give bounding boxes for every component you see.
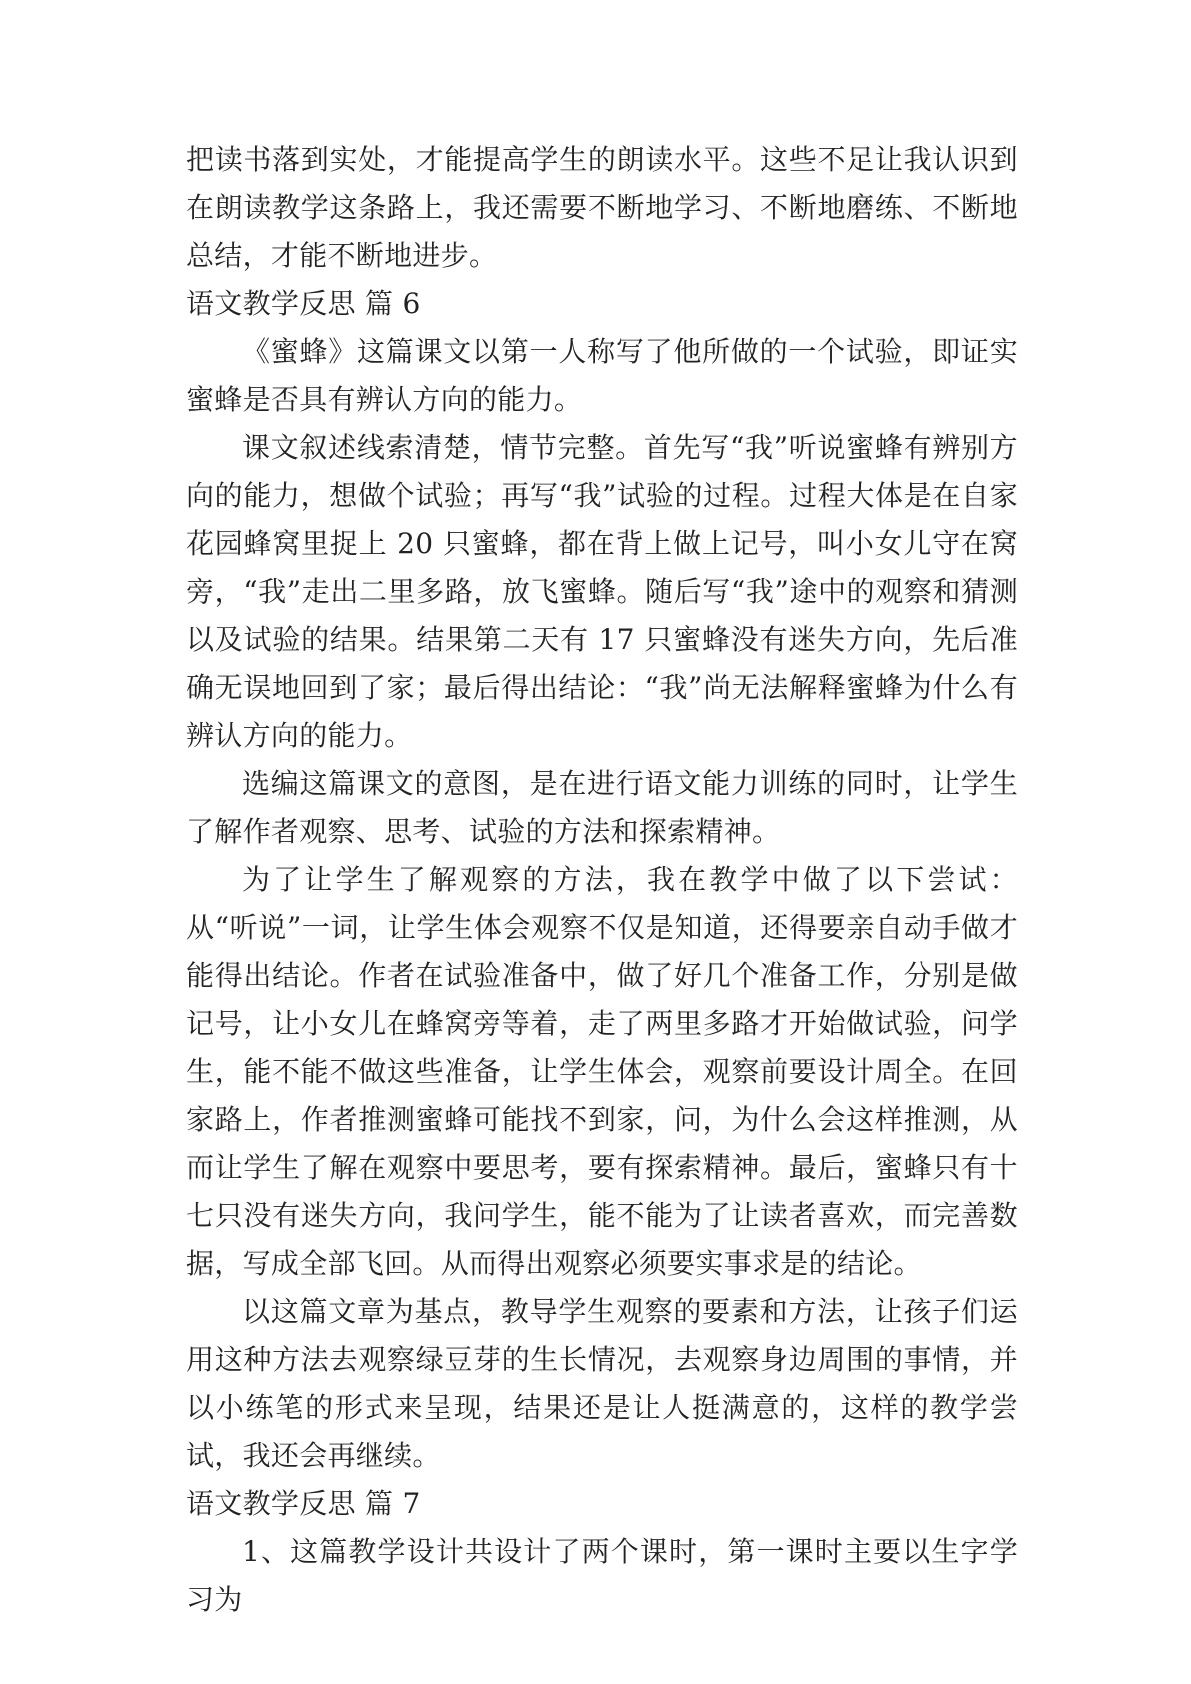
paragraph: 以这篇文章为基点，教导学生观察的要素和方法，让孩子们运用这种方法去观察绿豆芽的生长情况，去观察身边周围的事情，并以小练笔的形式来呈现，结果还是让人挺满意的，这样的教学尝试，我还会再继续。: [186, 1295, 1018, 1472]
paragraph: 1、这篇教学设计共设计了两个课时，第一课时主要以生字学习为: [186, 1535, 1018, 1616]
document-page: [186, 136, 1018, 1624]
paragraph: 选编这篇课文的意图，是在进行语文能力训练的同时，让学生了解作者观察、思考、试验的方法和探索精神。: [186, 767, 1018, 848]
section-heading-7: 语文教学反思 篇 7: [186, 1487, 421, 1520]
paragraph: 为了让学生了解观察的方法，我在教学中做了以下尝试：从“听说”一词，让学生体会观察不仅是知道，还得要亲自动手做才能得出结论。作者在试验准备中，做了好几个准备工作，分别是做记号，让小女儿在蜂窝旁等着，走了两里多路才开始做试验，问学生，能不能不做这些准备，让学生体会，观察前要设计周全。在回家路上，作者推测蜜蜂可能找不到家，问，为什么会这样推测，从而让学生了解在观察中要思考，要有探索精神。最后，蜜蜂只有十七只没有迷失方向，我问学生，能不能为了让读者喜欢，而完善数据，写成全部飞回。从而得出观察必须要实事求是的结论。: [186, 863, 1018, 1280]
paragraph: 《蜜蜂》这篇课文以第一人称写了他所做的一个试验，即证实蜜蜂是否具有辨认方向的能力。: [186, 335, 1018, 416]
section-heading-6: 语文教学反思 篇 6: [186, 287, 421, 320]
paragraph-continuation: 把读书落到实处，才能提高学生的朗读水平。这些不足让我认识到在朗读教学这条路上，我还需要不断地学习、不断地磨练、不断地总结，才能不断地进步。: [186, 143, 1018, 272]
paragraph: 课文叙述线索清楚，情节完整。首先写“我”听说蜜蜂有辨别方向的能力，想做个试验；再写“我”试验的过程。过程大体是在自家花园蜂窝里捉上 20 只蜜蜂，都在背上做上记号，叫小女儿守在窝旁，“我”走出二里多路，放飞蜜蜂。随后写“我”途中的观察和猜测以及试验的结果。结果第二天有 17 只蜜蜂没有迷失方向，先后准确无误地回到了家；最后得出结论：“我”尚无法解释蜜蜂为什么有辨认方向的能力。: [186, 431, 1018, 752]
